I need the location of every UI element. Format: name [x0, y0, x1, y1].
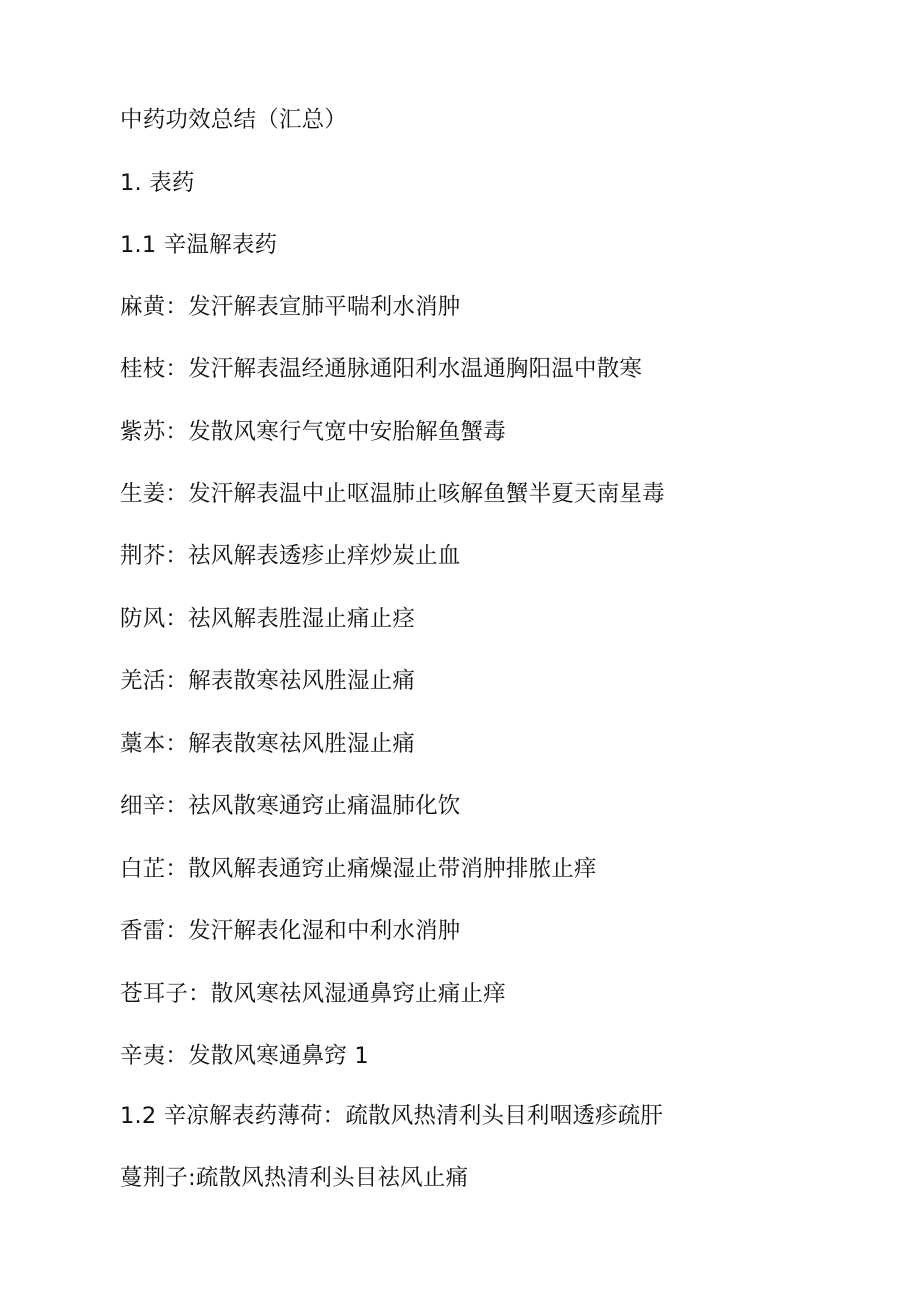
herb-entry-mahuang: 麻黄：发汗解表宣肺平喘利水消肿 [120, 294, 461, 320]
herb-entry-gaoben: 藁本：解表散寒祛风胜湿止痛 [120, 731, 416, 757]
herb-entry-xixin: 细辛：祛风散寒通窍止痛温肺化饮 [120, 793, 461, 819]
herb-entry-shengjiang: 生姜：发汗解表温中止呕温肺止咳解鱼蟹半夏天南星毒 [120, 481, 665, 507]
section-heading-1-2: 1.2 辛凉解表药薄荷：疏散风热清利头目利咽透疹疏肝 [120, 1103, 664, 1129]
herb-entry-zisu: 紫苏：发散风寒行气宽中安胎解鱼蟹毒 [120, 419, 506, 445]
herb-entry-baizhi: 白芷：散风解表通窍止痛燥湿止带消肿排脓止痒 [120, 856, 597, 882]
herb-entry-jingjie: 荆芥：祛风解表透疹止痒炒炭止血 [120, 543, 461, 569]
herb-entry-xiangru: 香雷：发汗解表化湿和中利水消肿 [120, 918, 461, 944]
herb-entry-manjingzi: 蔓荆子:疏散风热清利头目祛风止痛 [120, 1165, 469, 1191]
herb-entry-qianghuo: 羌活：解表散寒祛风胜湿止痛 [120, 668, 416, 694]
herb-entry-fangfeng: 防风：祛风解表胜湿止痛止痉 [120, 606, 416, 632]
herb-entry-xinyi: 辛夷：发散风寒通鼻窍 1 [120, 1043, 369, 1069]
section-heading-1: 1. 表药 [120, 170, 195, 196]
document-title: 中药功效总结（汇总） [120, 107, 348, 133]
herb-entry-cangerzi: 苍耳子：散风寒祛风湿通鼻窍止痛止痒 [120, 981, 506, 1007]
section-heading-1-1: 1.1 辛温解表药 [120, 232, 278, 258]
herb-entry-guizhi: 桂枝：发汗解表温经通脉通阳利水温通胸阳温中散寒 [120, 356, 643, 382]
